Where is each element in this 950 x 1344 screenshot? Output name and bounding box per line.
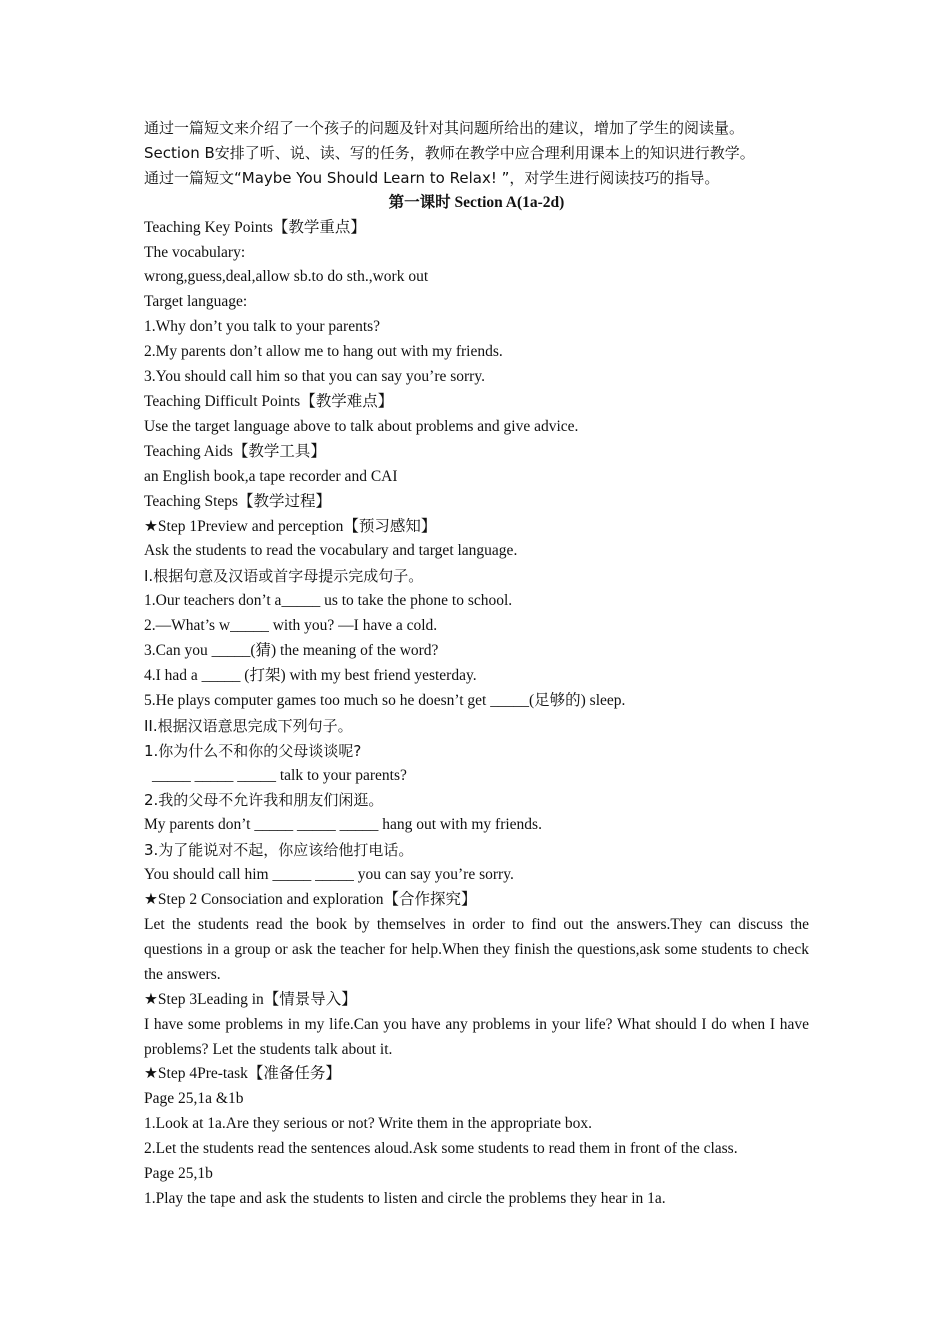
intro-line-3: 通过一篇短文“Maybe You Should Learn to Relax! ”，对学生进行阅读技巧的指导。 bbox=[144, 168, 720, 187]
page-reference: Page 25,1b bbox=[144, 1165, 213, 1183]
difficult-points-text: Use the target language above to talk about problems and give advice. bbox=[144, 417, 579, 435]
vocab-label: The vocabulary: bbox=[144, 243, 246, 261]
exercise-item: 5.He plays computer games too much so he doesn’t get _____(足够的) sleep. bbox=[144, 691, 626, 709]
exercise-item: 3.Can you _____(猜) the meaning of the word? bbox=[144, 642, 439, 660]
document-page bbox=[144, 116, 809, 1212]
target-sentence-1: 1.Why don’t you talk to your parents? bbox=[144, 318, 381, 336]
intro-line-2: Section B安排了听、说、读、写的任务，教师在教学中应合理利用课本上的知识进行教学。 bbox=[144, 143, 755, 162]
key-points-heading: Teaching Key Points【教学重点】 bbox=[144, 218, 366, 236]
step2-text: Let the students read the book by themselves in order to find out the answers.They can discuss the questions in a group or ask the teacher for help.When they finish the questions,ask some students to check the answers. bbox=[144, 916, 809, 983]
target-sentence-3: 3.You should call him so that you can say you’re sorry. bbox=[144, 368, 485, 386]
step4-item: 2.Let the students read the sentences aloud.Ask some students to read them in front of the class. bbox=[144, 1140, 738, 1158]
exercise-blank-line: _____ _____ _____ talk to your parents? bbox=[152, 766, 407, 784]
page-reference: Page 25,1a &1b bbox=[144, 1090, 244, 1108]
exercise-prompt: 2.我的父母不允许我和朋友们闲逛。 bbox=[144, 791, 384, 810]
step1-heading: ★Step 1Preview and perception【预习感知】 bbox=[144, 517, 437, 535]
exercise-part1-heading: I.根据句意及汉语或首字母提示完成句子。 bbox=[144, 567, 424, 586]
step1-text: Ask the students to read the vocabulary and target language. bbox=[144, 542, 518, 560]
exercise-prompt: 1.你为什么不和你的父母谈谈呢? bbox=[144, 741, 362, 760]
intro-line-1: 通过一篇短文来介绍了一个孩子的问题及针对其问题所给出的建议，增加了学生的阅读量。 bbox=[144, 119, 745, 137]
teaching-aids-text: an English book,a tape recorder and CAI bbox=[144, 467, 398, 485]
step4-item: 1.Play the tape and ask the students to listen and circle the problems they hear in 1a. bbox=[144, 1189, 666, 1207]
exercise-prompt: 3.为了能说对不起，你应该给他打电话。 bbox=[144, 841, 414, 860]
step4-item: 1.Look at 1a.Are they serious or not? Write them in the appropriate box. bbox=[144, 1115, 593, 1133]
step3-heading: ★Step 3Leading in【情景导入】 bbox=[144, 990, 357, 1008]
exercise-item: 1.Our teachers don’t a_____ us to take the phone to school. bbox=[144, 592, 513, 610]
exercise-item: 4.I had a _____ (打架) with my best friend yesterday. bbox=[144, 666, 477, 684]
step4-heading: ★Step 4Pre-task【准备任务】 bbox=[144, 1065, 341, 1083]
vocab-list: wrong,guess,deal,allow sb.to do sth.,work out bbox=[144, 268, 429, 286]
difficult-points-heading: Teaching Difficult Points【教学难点】 bbox=[144, 392, 394, 410]
exercise-blank-line: You should call him _____ _____ you can say you’re sorry. bbox=[144, 866, 514, 884]
lesson-title: 第一课时 Section A(1a-2d) bbox=[388, 193, 565, 211]
step3-text: I have some problems in my life.Can you have any problems in your life? What should I do when I have problems? Let the students talk about it. bbox=[144, 1015, 809, 1058]
exercise-item: 2.—What’s w_____ with you? —I have a cold. bbox=[144, 617, 438, 635]
teaching-steps-heading: Teaching Steps【教学过程】 bbox=[144, 492, 332, 510]
target-sentence-2: 2.My parents don’t allow me to hang out with my friends. bbox=[144, 343, 503, 361]
exercise-blank-line: My parents don’t _____ _____ _____ hang out with my friends. bbox=[144, 816, 542, 834]
teaching-aids-heading: Teaching Aids【教学工具】 bbox=[144, 442, 326, 460]
target-language-label: Target language: bbox=[144, 293, 248, 311]
exercise-part2-heading: II.根据汉语意思完成下列句子。 bbox=[144, 716, 353, 735]
step2-heading: ★Step 2 Consociation and exploration【合作探究】 bbox=[144, 891, 477, 909]
